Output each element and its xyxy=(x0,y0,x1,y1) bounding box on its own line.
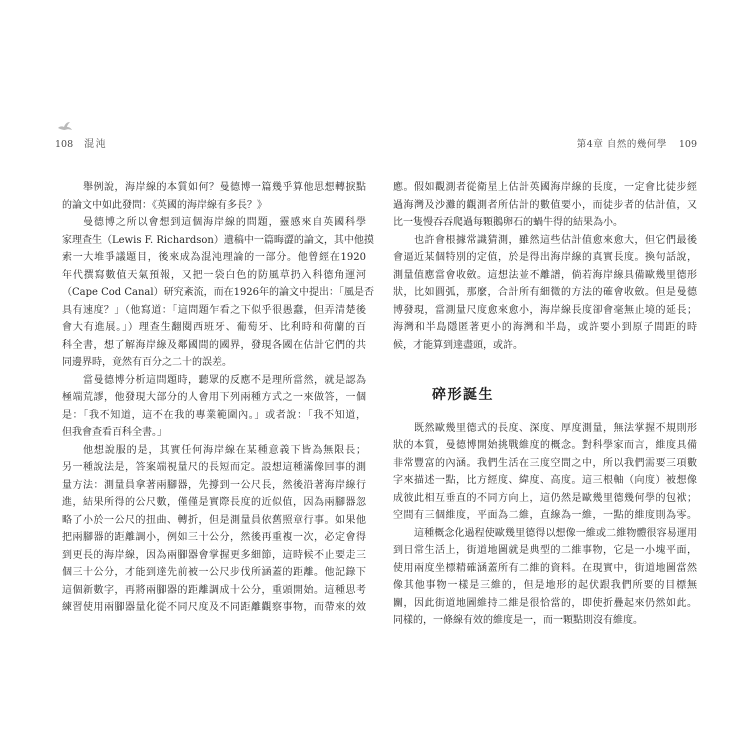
bird-icon xyxy=(57,121,73,132)
text-line: 年代撰寫數值天氣預報，又把一袋白色的防風草扔入科德角運河 xyxy=(62,269,366,281)
text-line: 到日常生活上，街道地圖就是典型的二維事物，它是一小塊平面， xyxy=(393,545,697,556)
text-line: 測量值應當會收斂。這想法並不離譜，倘若海岸線具備歐幾里德形 xyxy=(393,269,697,281)
text-line: 狀，比如圓弧，那麼，合計所有細微的方法的確會收斂。但是曼德 xyxy=(393,287,697,298)
text-line: 非常豐富的內涵。我們生活在三度空間之中，所以我們需要三項數 xyxy=(393,457,697,469)
text-line: 海灣和半島隱匿著更小的海灣和半島，或許要小到原子間距的時 xyxy=(393,322,697,333)
text-line: 這個新數字，再將兩腳器的距離調成十公分，重頭開始。這種思考 xyxy=(62,584,366,596)
text-line: 家理查生（Lewis F. Richardson）遺稿中一篇晦澀的論文，其中他摸 xyxy=(62,234,374,246)
text-line: 他想說服的是，其實任何海岸線在某種意義下皆為無限長； xyxy=(83,444,366,456)
section-heading: 碎形誕生 xyxy=(432,387,494,403)
text-line: 過海灣及沙灘的觀測者所估計的數值要小，而徒步者的估計值，又 xyxy=(393,199,697,211)
text-line: 當曼德博分析這問題時，聽眾的反應不是理所當然，就是認為 xyxy=(83,374,366,386)
left-running-header xyxy=(55,138,107,152)
text-line: 科全書，想了解海岸線及鄰國間的國界，發現各國在估計它們的共 xyxy=(62,339,366,351)
text-line: 同邊界時，竟然有百分之二十的誤差。 xyxy=(62,357,232,368)
text-line: 會逼近某個特別的定值，於是得出海岸線的真實長度。換句話說， xyxy=(393,252,697,263)
text-line: 練習使用兩腳器量化從不同尺度及不同距離觀察事物，而帶來的效 xyxy=(62,602,366,613)
text-line: 但我會查看百科全書。」 xyxy=(62,427,167,438)
text-line: 比一隻慢吞吞爬過每顆鵝卵石的蝸牛得的結果為小。 xyxy=(393,217,623,228)
text-line: 把兩腳器的距離調小，例如三十公分，然後再重複一次，必定會得 xyxy=(62,532,366,543)
text-line: 的論文中如此發問：《英國的海岸線有多長？》 xyxy=(62,199,267,211)
right-running-header xyxy=(577,138,697,152)
text-line: 會大有進展。」）理查生翻閱西班牙、葡萄牙、比利時和荷蘭的百 xyxy=(62,322,366,333)
text-line: （Cape Cod Canal）研究紊流，而在1926年的論文中提出：「風是否 xyxy=(62,287,375,298)
text-line: 字來描述一點，比方經度、緯度、高度。這三根軸（向度）被想像 xyxy=(393,475,697,486)
right-page xyxy=(375,0,750,750)
text-line: 略了小於一公尺的扭曲、轉折，但是測量員依舊照章行事。如果他 xyxy=(62,514,366,526)
text-line: 使用兩度坐標精確涵蓋所有二維的資料。在現實中，街道地圖當然 xyxy=(393,562,697,574)
text-line: 既然歐幾里德式的長度、深度、厚度測量，無法掌握不規則形 xyxy=(414,422,697,434)
text-line: 狀的本質，曼德博開始挑戰維度的概念。對科學家而言，維度具備 xyxy=(393,440,697,451)
text-line: 舉例說，海岸線的本質如何？曼德博一篇幾乎算他思想轉捩點 xyxy=(83,182,366,193)
running-head: 第4章 自然的幾何學 xyxy=(576,139,667,150)
running-head: 混沌 xyxy=(84,139,108,150)
text-line: 是：「我不知道，這不在我的專業範圍內。」或者說：「我不知道， xyxy=(62,409,366,421)
text-line: 像其他事物一樣是三維的，但是地形的起伏跟我們所要的目標無 xyxy=(393,580,697,591)
text-line: 索一大堆爭議題目，後來成為混沌理論的一部分。他曾經在1920 xyxy=(62,252,366,263)
page-number: 108 xyxy=(55,139,74,150)
text-line: 量方法：測量員拿著兩腳器，先撐到一公尺長，然後沿著海岸線行 xyxy=(62,479,366,491)
text-line: 到更長的海岸線，因為兩腳器會掌握更多細節，這時候不止要走三 xyxy=(62,549,366,561)
page-number: 109 xyxy=(678,139,697,150)
text-line: 具有速度？」（他寫道：「這問題乍看之下似乎很愚蠢，但弄清楚後 xyxy=(62,304,366,316)
text-line: 空間有三個維度，平面為二維，直線為一維，一點的維度則為零。 xyxy=(393,510,697,521)
text-line: 極端荒謬，他發現大部分的人會用下列兩種方式之一來做答，一個 xyxy=(62,392,366,403)
text-line: 應。假如觀測者從衛星上估計英國海岸線的長度，一定會比徒步經 xyxy=(393,182,697,193)
text-line: 這種概念化過程使歐幾里德得以想像一維或二維物體很容易運用 xyxy=(414,527,697,539)
text-line: 博發現，當測量尺度愈來愈小，海岸線長度卻會毫無止境的延長； xyxy=(393,304,697,316)
text-line: 也許會根據常識猜測，雖然這些估計值愈來愈大，但它們最後 xyxy=(414,234,697,246)
text-line: 成彼此相互垂直的不同方向上，這仍然是歐幾里德幾何學的包袱； xyxy=(393,492,697,504)
text-line: 候，才能算到達盡頭，或許。 xyxy=(393,339,523,351)
right-body-text-before-heading xyxy=(393,179,697,354)
text-line: 另一種說法是，答案端視量尺的長短而定。設想這種滿像回事的測 xyxy=(62,462,366,473)
text-line: 同樣的，一條線有效的維度是一，而一顆點則沒有維度。 xyxy=(393,615,643,626)
text-line: 曼德博之所以會想到這個海岸線的問題，靈感來自英國科學 xyxy=(83,217,366,228)
text-line: 個三十公分，才能到達先前被一公尺步伐所涵蓋的距離。他記錄下 xyxy=(62,567,366,578)
right-body-text-after-heading xyxy=(393,420,697,630)
text-line: 關，因此街道地圖維持二維是很恰當的，即使折疊起來仍然如此。 xyxy=(393,597,697,609)
left-body-text xyxy=(62,179,375,617)
text-line: 進，結果所得的公尺數，僅僅是實際長度的近似值，因為兩腳器忽 xyxy=(62,497,366,508)
